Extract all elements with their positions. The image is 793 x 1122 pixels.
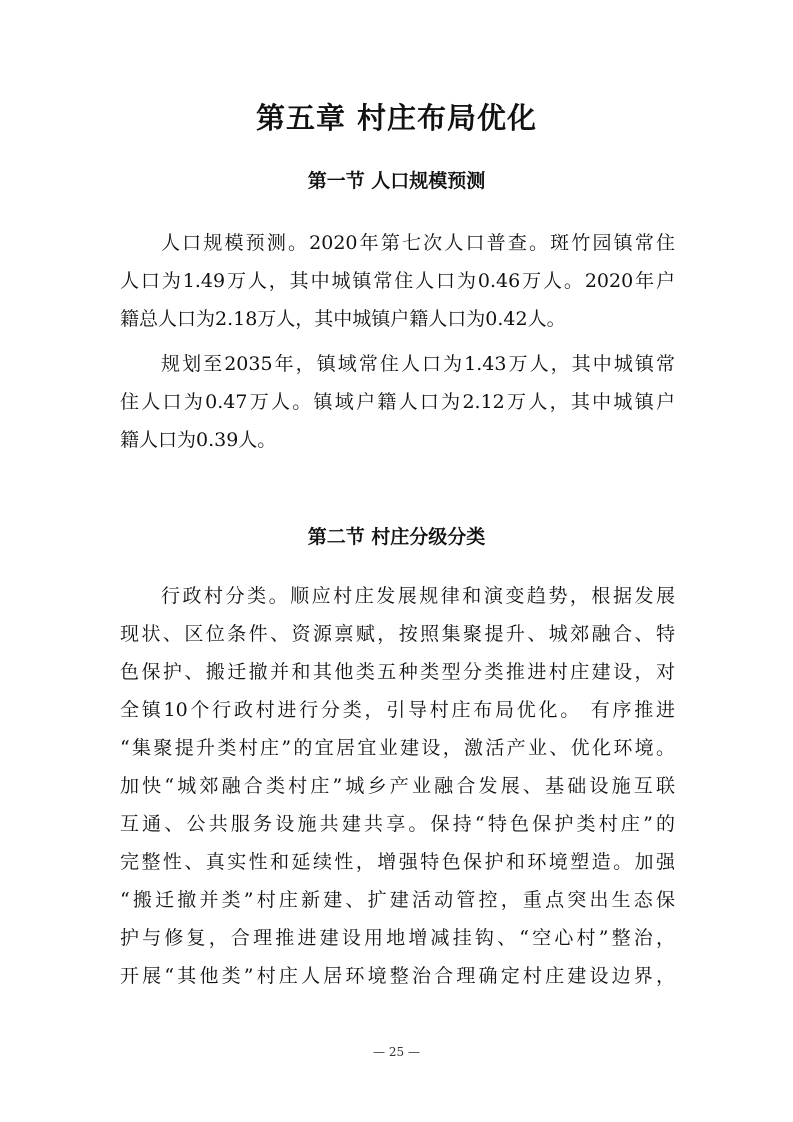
section-title-village-classification: 第二节 村庄分级分类 [307, 526, 486, 548]
section-title-population: 第一节 人口规模预测 [307, 170, 486, 192]
text-line: 住人口为0.47万人。镇域户籍人口为2.12万人，其中城镇户 [120, 391, 675, 413]
paragraph-population-2035 [120, 345, 675, 459]
paragraph-population-current [120, 224, 675, 338]
text-line: 开展“其他类”村庄人居环境整治合理确定村庄建设边界， [120, 965, 675, 987]
text-line: 籍总人口为2.18万人，其中城镇户籍人口为0.42人。 [120, 308, 566, 330]
text-line: 行政村分类。顺应村庄发展规律和演变趋势，根据发展 [161, 585, 675, 607]
text-line: 完整性、真实性和延续性，增强特色保护和环境塑造。加强 [120, 851, 675, 873]
chapter-title: 第五章 村庄布局优化 [255, 101, 538, 135]
text-line: 人口为1.49万人，其中城镇常住人口为0.46万人。2020年户 [120, 270, 675, 292]
text-line: 现状、区位条件、资源禀赋，按照集聚提升、城郊融合、特 [120, 623, 675, 645]
text-line: 人口规模预测。2020年第七次人口普查。斑竹园镇常住 [161, 232, 675, 254]
text-line: 护与修复，合理推进建设用地增减挂钩、“空心村”整治， [120, 927, 675, 949]
text-line: 加快“城郊融合类村庄”城乡产业融合发展、基础设施互联 [120, 775, 675, 797]
text-line: 籍人口为0.39人。 [120, 429, 277, 451]
text-line: 全镇10个行政村进行分类，引导村庄布局优化。 有序推进 [120, 699, 675, 721]
text-line: “搬迁撤并类”村庄新建、扩建活动管控，重点突出生态保 [120, 889, 675, 911]
text-line: “集聚提升类村庄”的宜居宜业建设，激活产业、优化环境。 [120, 737, 675, 759]
paragraph-village-classification [120, 577, 675, 995]
text-line: 色保护、搬迁撤并和其他类五种类型分类推进村庄建设，对 [120, 661, 675, 683]
text-line: 规划至2035年，镇域常住人口为1.43万人，其中城镇常 [161, 353, 675, 375]
text-line: 互通、公共服务设施共建共享。保持“特色保护类村庄”的 [120, 813, 675, 835]
page-number: — 25 — [373, 1045, 420, 1059]
